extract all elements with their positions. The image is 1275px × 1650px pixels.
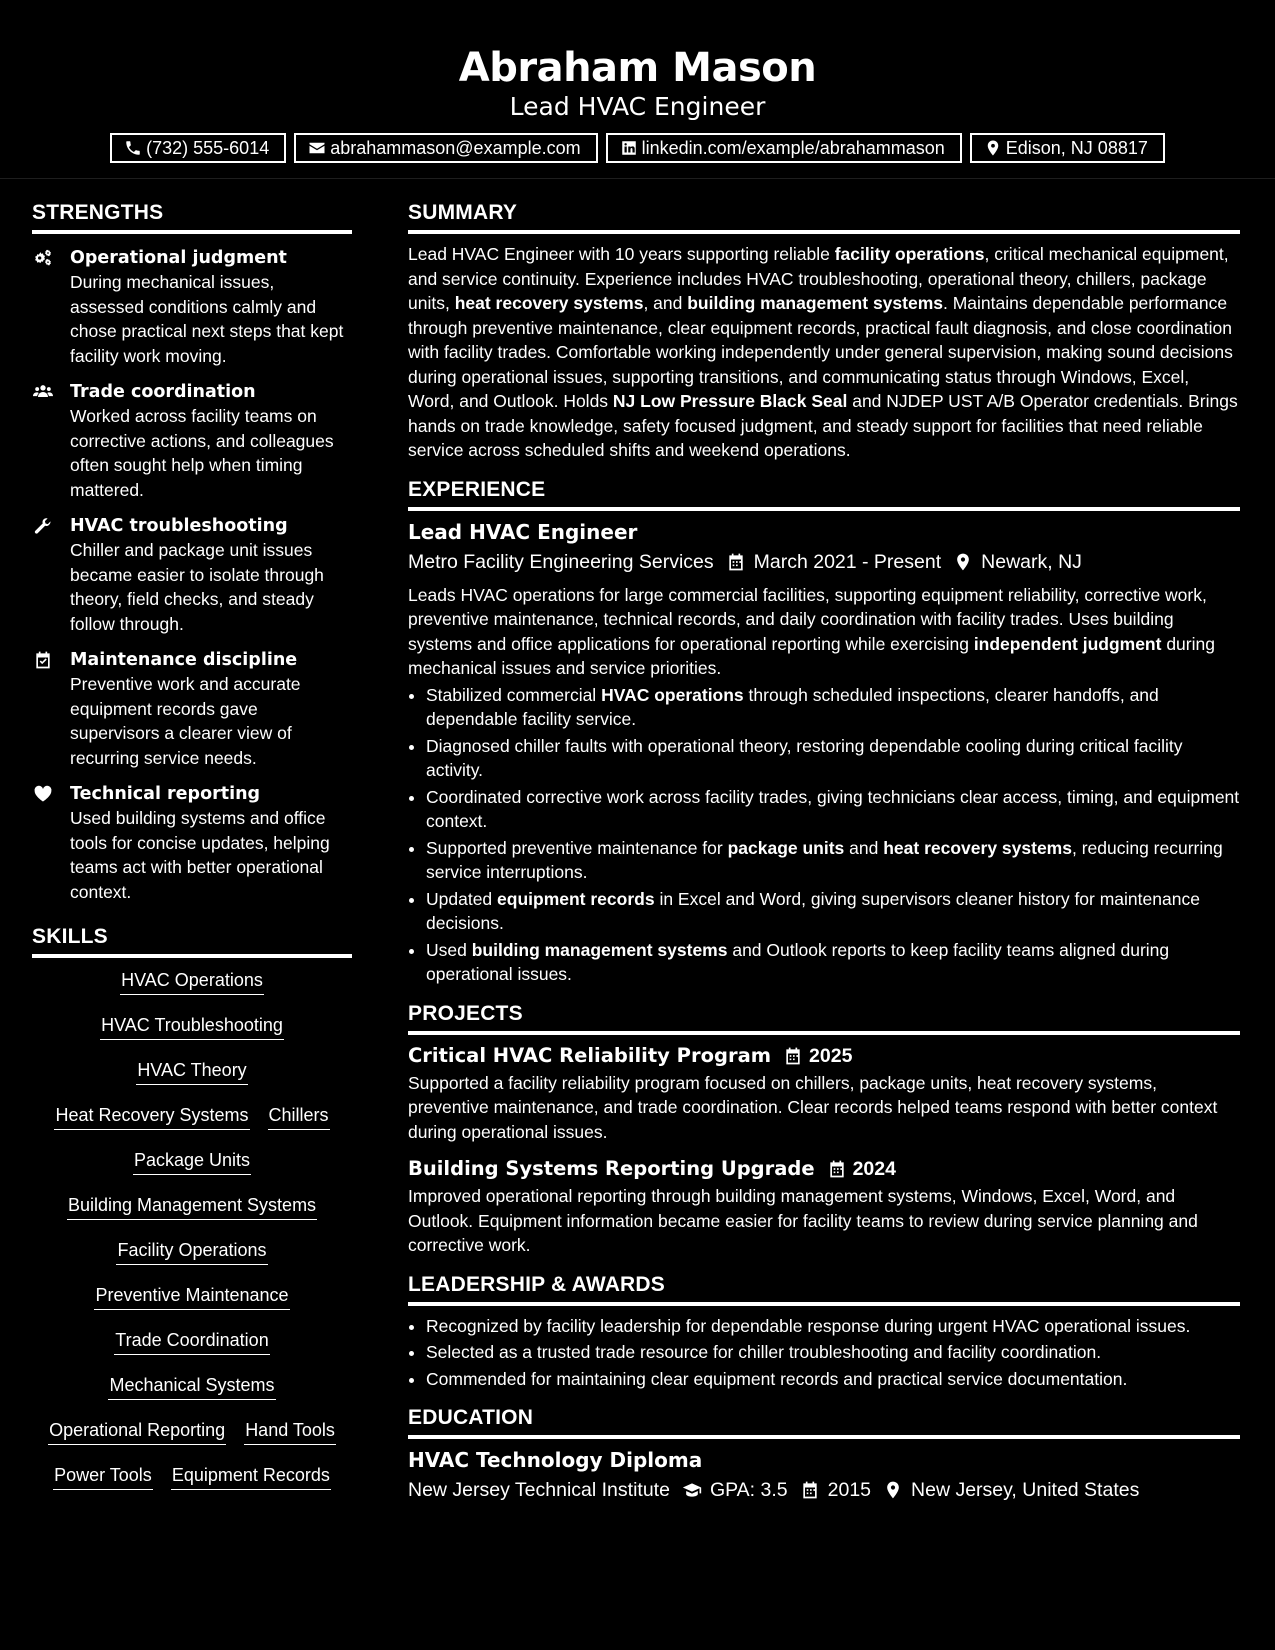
emphasis-text: heat recovery systems: [883, 837, 1072, 858]
wrench-icon: [32, 516, 54, 536]
job-bullet: [426, 734, 1240, 783]
gpa: GPA: 3.5: [709, 1479, 788, 1501]
phone-text: (732) 555-6014: [146, 137, 270, 158]
gears-icon: [32, 248, 54, 268]
skill-row: [32, 1058, 352, 1103]
calendar-icon: [827, 1159, 847, 1179]
text-run: , reducing recurring service interruptions.: [426, 837, 1223, 882]
emphasis-text: heat recovery systems: [454, 293, 644, 313]
leadership-item: • Selected as a trusted trade resource for chiller troubleshooting and facility coordination.: [426, 1340, 1240, 1365]
job-bullet: [426, 683, 1240, 732]
strengths-list: [32, 246, 352, 904]
emphasis-text: NJ Low Pressure Black Seal: [612, 391, 848, 411]
project-title-row: [408, 1041, 1240, 1071]
strength-title: Operational judgment: [70, 248, 287, 268]
text-run: Supported preventive maintenance for: [426, 837, 728, 858]
job-bullet: [426, 836, 1240, 885]
skills-list: [32, 968, 352, 1508]
graduation-cap-icon: [682, 1480, 702, 1500]
strength-item: [32, 514, 352, 636]
leadership-item: • Commended for maintaining clear equipment records and practical service documentation.: [426, 1367, 1240, 1392]
resume-header: [0, 0, 1275, 179]
strengths-heading: STRENGTHS: [32, 196, 352, 234]
project-title-row: [408, 1154, 1240, 1184]
calendar-icon: [726, 552, 746, 572]
left-column: [32, 196, 352, 1508]
text-run: , and: [643, 293, 688, 313]
project-name: Critical HVAC Reliability Program: [408, 1043, 772, 1067]
strength-item: [32, 380, 352, 502]
skill-row: [32, 968, 352, 1013]
candidate-title: Lead HVAC Engineer: [509, 92, 766, 121]
emphasis-text: HVAC operations: [601, 684, 744, 705]
text-run: Stabilized commercial: [426, 684, 602, 705]
strength-title: Maintenance discipline: [70, 650, 298, 670]
job-dates: March 2021 - Present: [753, 550, 942, 573]
degree: HVAC Technology Diploma: [408, 1448, 703, 1472]
skill-tag: Preventive Maintenance: [94, 1283, 289, 1310]
skill-row: [32, 1238, 352, 1283]
text-run: and Outlook reports to keep facility teams aligned during operational issues.: [426, 939, 1170, 984]
project-item: [408, 1041, 1240, 1145]
skills-heading: SKILLS: [32, 920, 352, 958]
skill-tag: Trade Coordination: [114, 1328, 269, 1355]
skill-row: [32, 1148, 352, 1193]
experience-heading: EXPERIENCE: [408, 473, 1240, 511]
text-run: in Excel and Word, giving supervisors cleaner history for maintenance decisions.: [426, 888, 1200, 933]
text-run: Leads HVAC operations for large commercial facilities, supporting equipment reliability, corrective work, preventive maintenance, technical records, and daily coordination with facility trades. Uses building systems and office applications for operational reporting while exercising: [408, 584, 1207, 654]
location-text: Edison, NJ 08817: [1005, 137, 1148, 158]
text-run: . Maintains dependable performance through preventive maintenance, clear equipment records, practical fault diagnosis, and close coordination with facility trades. Comfortable working independently under general supervision, making sound decisions during operational issues, supporting transitions, and communicating status through Windows, Excel, Word, and Outlook. Holds: [408, 293, 1233, 411]
contact-location: [970, 133, 1165, 163]
leadership-list: [408, 1314, 1240, 1392]
strength-title: Trade coordination: [70, 382, 256, 402]
emphasis-text: facility operations: [834, 244, 985, 264]
map-pin-icon: [883, 1480, 903, 1500]
skill-row: [32, 1193, 352, 1238]
job-location: Newark, NJ: [981, 550, 1082, 573]
skill-tag: Chillers: [268, 1103, 330, 1130]
skill-row: [32, 1463, 352, 1508]
strength-desc: Preventive work and accurate equipment records gave supervisors a clearer view of recurring service needs.: [70, 674, 301, 768]
skill-row: [32, 1373, 352, 1418]
right-column: [408, 196, 1240, 1505]
skill-tag: HVAC Troubleshooting: [100, 1013, 284, 1040]
skill-tag: Facility Operations: [116, 1238, 267, 1265]
linkedin-text: linkedin.com/example/abrahammason: [641, 137, 945, 158]
map-pin-icon: [984, 139, 1002, 157]
skill-tag: Hand Tools: [244, 1418, 336, 1445]
text-run: and NJDEP UST A/B Operator credentials. Brings hands on trade knowledge, safety focused judgment, and steady support for facilities that need reliable service across scheduled shifts and weekend operations.: [408, 391, 1238, 460]
skill-tag: Building Management Systems: [67, 1193, 317, 1220]
strength-desc: Used building systems and office tools for concise updates, helping teams act with better operational context.: [70, 808, 330, 902]
text-run: during mechanical issues and service priorities.: [408, 633, 1215, 678]
job-meta: [408, 547, 1240, 577]
contact-linkedin[interactable]: [606, 133, 962, 163]
skill-tag: Operational Reporting: [48, 1418, 226, 1445]
text-run: Lead HVAC Engineer with 10 years supporting reliable: [408, 244, 835, 264]
emphasis-text: equipment records: [497, 888, 655, 909]
job-bullet: [426, 938, 1240, 987]
text-run: through scheduled inspections, clearer handoffs, and dependable facility service.: [426, 684, 1159, 729]
email-text: abrahammason@example.com: [330, 137, 581, 158]
skill-tag: Power Tools: [53, 1463, 153, 1490]
skill-tag: Equipment Records: [171, 1463, 331, 1490]
skill-row: [32, 1283, 352, 1328]
calendar-check-icon: [32, 650, 54, 670]
strength-item: [32, 782, 352, 904]
skill-row: [32, 1328, 352, 1373]
candidate-name: Abraham Mason: [458, 45, 817, 91]
strength-item: [32, 648, 352, 770]
users-icon: [32, 382, 54, 402]
strength-title: HVAC troubleshooting: [70, 516, 288, 536]
strength-desc: During mechanical issues, assessed conditions calmly and chose practical next steps that kept facility work moving.: [70, 272, 344, 366]
leadership-item: • Recognized by facility leadership for dependable response during urgent HVAC operational issues.: [426, 1314, 1240, 1339]
emphasis-text: package units: [727, 837, 845, 858]
job-role: Lead HVAC Engineer: [408, 519, 638, 544]
phone-icon: [124, 139, 142, 157]
project-year: 2025: [809, 1044, 853, 1067]
mail-icon: [308, 139, 326, 157]
summary-text: [408, 242, 1240, 463]
project-desc: Supported a facility reliability program focused on chillers, package units, heat recovery systems, preventive maintenance, and trade coordination. Clear records helped teams respond with better context during operational issues.: [408, 1072, 1218, 1142]
skill-tag: Package Units: [133, 1148, 251, 1175]
project-year: 2024: [852, 1158, 896, 1180]
contact-email[interactable]: [294, 133, 597, 163]
education-year: 2015: [827, 1479, 872, 1501]
text-run: Used: [426, 939, 472, 960]
skill-row: [32, 1013, 352, 1058]
job-bullets: [408, 683, 1240, 987]
project-name: Building Systems Reporting Upgrade: [408, 1157, 815, 1180]
text-run: Coordinated corrective work across facility trades, giving technicians clear access, timing, and equipment context.: [426, 786, 1240, 831]
text-run: , critical mechanical equipment, and service continuity. Experience includes HVAC troubleshooting, operational theory, chillers, package units,: [408, 244, 1229, 313]
heart-icon: [32, 784, 54, 804]
contact-phone[interactable]: [110, 133, 286, 163]
contact-bar: [0, 133, 1275, 163]
job-company: Metro Facility Engineering Services: [408, 550, 714, 573]
job-bullet: [426, 785, 1240, 834]
map-pin-icon: [953, 552, 973, 572]
skill-tag: HVAC Operations: [120, 968, 264, 995]
summary-heading: SUMMARY: [408, 196, 1240, 234]
school: New Jersey Technical Institute: [408, 1479, 670, 1501]
calendar-icon: [783, 1046, 803, 1066]
skill-row: [32, 1103, 352, 1148]
skill-tag: HVAC Theory: [136, 1058, 247, 1085]
emphasis-text: independent judgment: [973, 633, 1162, 654]
text-run: Updated: [426, 888, 498, 909]
project-item: [408, 1154, 1240, 1258]
job-bullet: [426, 887, 1240, 936]
leadership-heading: LEADERSHIP & AWARDS: [408, 1268, 1240, 1306]
job-description: [408, 583, 1240, 681]
skill-tag: Heat Recovery Systems: [54, 1103, 249, 1130]
emphasis-text: building management systems: [687, 293, 943, 313]
strength-desc: Worked across facility teams on corrective actions, and colleagues often sought help when timing mattered.: [70, 406, 334, 500]
education-heading: EDUCATION: [408, 1401, 1240, 1439]
text-run: Diagnosed chiller faults with operational theory, restoring dependable cooling during critical facility activity.: [426, 735, 1183, 780]
project-desc: Improved operational reporting through building management systems, Windows, Excel, Word, and Outlook. Equipment information became easier for facility teams to review during service planning and corrective work.: [408, 1186, 1198, 1255]
emphasis-text: building management systems: [471, 939, 728, 960]
linkedin-icon: [620, 139, 638, 157]
education-location: New Jersey, United States: [911, 1479, 1140, 1501]
strength-item: [32, 246, 352, 368]
skill-tag: Mechanical Systems: [108, 1373, 275, 1400]
projects-heading: PROJECTS: [408, 997, 1240, 1035]
strength-desc: Chiller and package unit issues became easier to isolate through theory, field checks, and steady follow through.: [70, 540, 324, 634]
strength-title: Technical reporting: [70, 784, 261, 804]
text-run: and: [844, 837, 884, 858]
skill-row: [32, 1418, 352, 1463]
calendar-icon: [800, 1480, 820, 1500]
education-meta: [408, 1475, 1240, 1505]
